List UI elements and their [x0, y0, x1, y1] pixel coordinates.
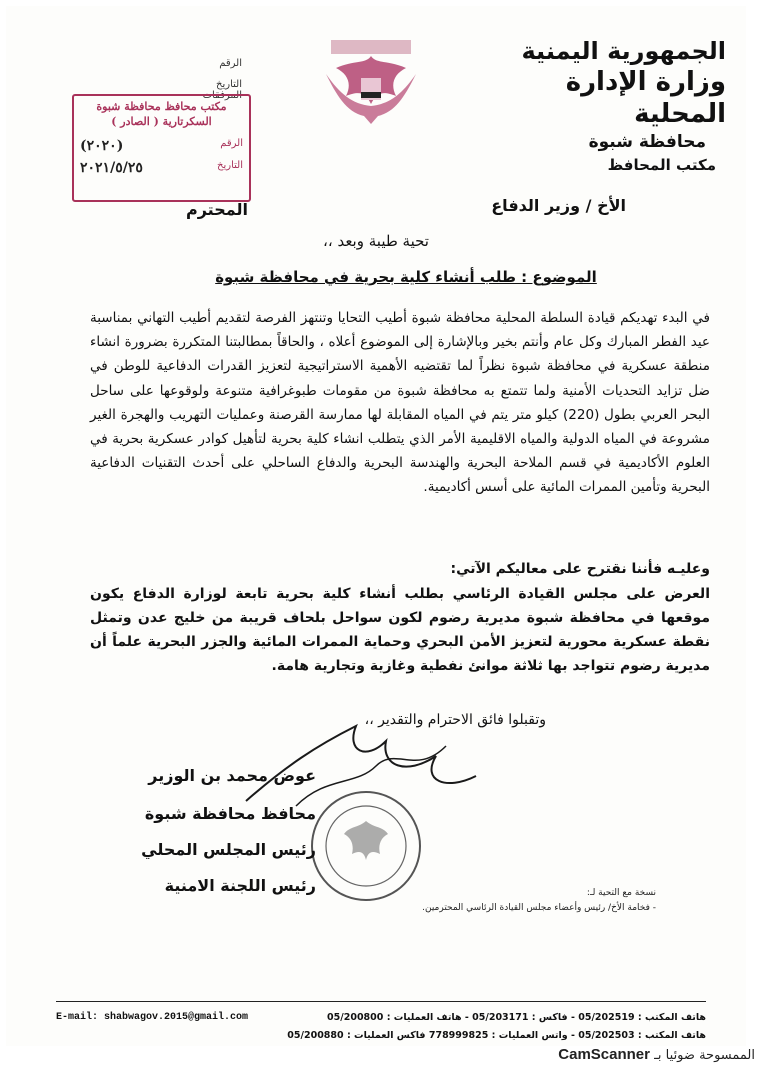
outgoing-stamp	[72, 94, 251, 202]
watermark-prefix: الممسوحة ضوئيا بـ	[654, 1048, 755, 1063]
body-paragraph	[90, 306, 710, 500]
date-label: التاريخ	[216, 79, 242, 90]
closing-line: وتقبلوا فائق الاحترام والتقدير ،،	[364, 712, 546, 728]
cc-line: - فخامة الأخ/ رئيس وأعضاء مجلس القيادة الرئاسي المحترمين.	[422, 903, 656, 913]
watermark-app: CamScanner	[558, 1046, 650, 1063]
stamp-number-value: (٢٠٢٠)	[80, 138, 124, 154]
stamp-number-row	[74, 138, 249, 154]
proposal-text: العرض على مجلس القيادة الرئاسي بطلب أنشاء كلية بحرية تابعة لوزارة الدفاع يكون موقعها في محافظة شبوة مديرية رضوم لكون سواحل بلحاف قريبة من خليج عدن وتمثل نقطة عسكرية محورية لتعزيز الأمن البحري وحماية الممرات المائية والجزر البحرية علماً أن مديرية رضوم تتواجد بها ثلاثة موانئ نفطية وغازية وتجارية هامة.	[90, 586, 710, 674]
honorific: المحترم	[186, 200, 248, 219]
signatory-titles	[56, 796, 316, 904]
footer-phones-row2: هاتف المكتب : 05/202503 - واتس العمليات : 778999825 فاكس العمليات : 05/200880	[287, 1030, 706, 1041]
footer-phones-row1: هاتف المكتب : 05/202519 - فاكس : 05/203171 - هاتف العمليات : 05/200800	[327, 1012, 706, 1023]
letter-page	[6, 6, 746, 1046]
stamp-number-label: الرقم	[220, 138, 243, 149]
signatory-title-security: رئيس اللجنة الامنية	[164, 876, 316, 895]
cc-head: نسخة مع التحية لـ:	[586, 888, 656, 898]
subject-line: الموضوع : طلب أنشاء كلية بحرية في محافظة شبوة	[215, 268, 597, 286]
yemen-eagle-emblem-icon	[306, 34, 436, 134]
body-text: في البدء تهديكم قيادة السلطة المحلية محافظة شبوة أطيب التحايا وتنتهز الفرصة لتقديم أطيب التهاني بمناسبة عيد الفطر المبارك وكل عام وأنتم بخير وبالإشارة إلى الموضوع أعلاه ، والحاقاً بمطالبتنا المتكررة بضرورة انشاء منطقة عسكرية في محافظة شبوة نظراً لما تقتضيه الأهمية الاستراتيجية لتعزيز القدرات الدفاعية للوطن في ضل تزايد التحديات الأمنية ولما تتمتع به محافظة شبوة من مقومات طبوغرافية متنوعة ولوقوعها على ساحل البحر العربي بطول (220) كيلو متر يتم في المياه المقابلة لها ممارسة القرصنة وعمليات التهريب والهجرة الغير مشروعة في المياه الدولية والمياه الاقليمية الأمر الذي يتطلب انشاء كلية بحرية لتأهيل كوادر عسكرية بحرية في العلوم الأكاديمية في قسم الملاحة البحرية والهندسة البحرية والدفاع الساحلي على أحدث التقنيات الدفاعية البحرية وتأمين الممرات المائية على أسس أكاديمية.	[90, 310, 710, 496]
stamp-date-row	[74, 160, 249, 176]
stamp-office: مكتب محافظ محافظة شبوة	[96, 100, 227, 113]
proposal-heading: وعليـه فأننا نقترح على معاليكم الآتي:	[450, 561, 710, 577]
signatory-name: عوض محمد بن الوزير	[148, 766, 316, 785]
greeting: تحية طيبة وبعد ،،	[323, 232, 429, 250]
stamp-secretariat: السكرتارية ( الصادر )	[111, 115, 212, 128]
letterhead-country: الجمهورية اليمنية	[521, 37, 726, 65]
letterhead-ministry: وزارة الإدارة المحلية	[565, 67, 726, 129]
footer-divider	[56, 1001, 706, 1002]
ref-label: الرقم	[219, 58, 242, 69]
letterhead-office: مكتب المحافظ	[607, 156, 716, 174]
stamp-date-label: التاريخ	[217, 160, 243, 171]
letterhead	[496, 36, 726, 176]
signatory-title-governor: محافظ محافظة شبوة	[144, 804, 316, 823]
camscanner-watermark	[558, 1046, 755, 1063]
attachments-label: المرفقات	[202, 90, 242, 101]
footer-email: E-mail: shabwagov.2015@gmail.com	[56, 1012, 249, 1023]
addressee: الأخ / وزير الدفاع	[491, 196, 626, 215]
copy-to	[356, 886, 656, 916]
letterhead-governorate: محافظة شبوة	[588, 132, 706, 152]
stamp-date-value: ٢٠٢١/٥/٢٥	[80, 160, 143, 176]
signatory-title-council: رئيس المجلس المحلي	[141, 840, 316, 859]
